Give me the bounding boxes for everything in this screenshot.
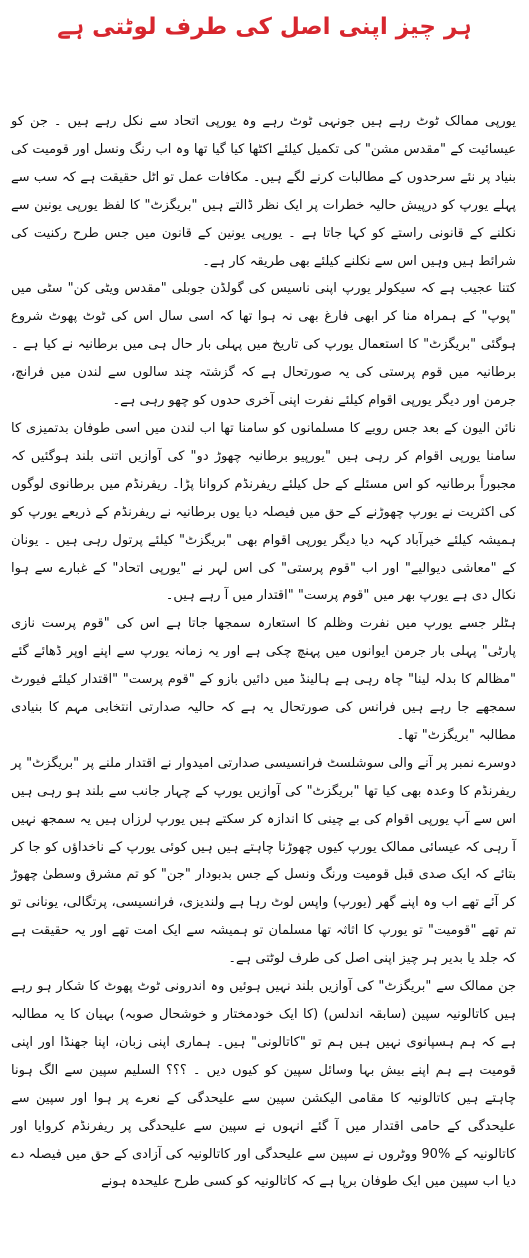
- paragraph-5: دوسرے نمبر پر آنے والی سوشلسٹ فرانسیسی صدارتی امیدوار نے اقتدار ملنے پر "بریگزٹ" پر ریفرنڈم کا وعدہ بھی کیا تھا "بریگزٹ" کی آوازیں یورپ کے چہار جانب سے بلند ہو رہی ہیں اس سے آپ یورپی اقوام کی بے چینی کا اندازہ کر سکتے ہیں یورپ لرزاں ہیں یہ سمجھ نہیں آ رہی کہ عیسائی ممالک یورپ کیوں چھوڑنا چاہتے ہیں ہیں کوئی یورپ کے ناخداؤں کو جا کر بتائے کہ ایک صدی قبل قومیت ورنگ ونسل کے جس بدبودار "جن" کو تم مشرق وسطیٰ چھوڑ کر آئے تھے اب وہ اپنے گھر (یورپ) واپس لوٹ رہا ہے ولندیزی، فرانسیسی، پرتگالی، یونانی تو تم تھے "قومیت" تو یورپ کا اثاثہ تھا مسلمان تو ہمیشہ سے ایک امت تھے اور یہ حقیقت ہے کہ جلد یا بدیر ہر چیز اپنی اصل کی طرف لوٹتی ہے۔: [11, 755, 516, 967]
- paragraph-3: نائن الیون کے بعد جس رویے کا مسلمانوں کو سامنا تھا اب لندن میں اسی طوفان بدتمیزی کا سامنا یورپی اقوام کر رہی ہیں "یورپیو برطانیہ چھوڑ دو" کی آوازیں اتنی بلند ہوگئیں کہ مجبوراً برطانیہ کو اس مسئلے کے حل کیلئے ریفرنڈم کروانا پڑا۔ ریفرنڈم میں برطانوی لوگوں کی اکثریت نے یورپ چھوڑنے کے حق میں فیصلہ دیا یوں برطانیہ نے ریفرنڈم کے ذریعے یورپ کو ہمیشہ کیلئے خیرآباد کہہ دیا دیگر یورپی اقوام بھی "بریگزٹ" کیلئے پرتول رہی ہیں ۔ یونان کے "معاشی دیوالیے" اور اب "قوم پرستی" کی اس لہر نے "یورپی اتحاد" کے غبارے سے ہوا نکال دی ہے یورپ بھر میں "قوم پرست" "اقتدار میں آ رہے ہیں۔: [11, 420, 516, 604]
- paragraph-2: کتنا عجیب ہے کہ سیکولر یورپ اپنی ناسیس کی گولڈن جوبلی "مقدس ویٹی کن" سٹی میں "پوپ" کے ہمراہ منا کر ابھی فارغ بھی نہ ہوا تھا کہ اسی سال اس کی ٹوٹ پھوٹ شروع ہوگئی "بریگزٹ" کا استعمال یورپ کی تاریخ میں پہلی بار حال ہی میں برطانیہ نے کیا ہے ۔ برطانیہ میں قوم پرستی کی یہ صورتحال ہے کہ گزشتہ چند سالوں سے لندن میں فرانچ، جرمن اور دیگر یورپی اقوام کیلئے نفرت اپنی آخری حدوں کو چھو رہی ہے۔: [11, 281, 516, 409]
- article-body: [0, 108, 529, 1258]
- paragraph-6: جن ممالک سے "بریگزٹ" کی آوازیں بلند نہیں ہوئیں وہ اندرونی ٹوٹ پھوٹ کا شکار ہو رہے ہیں کاتالونیہ سپین (سابقہ اندلس) (کا ایک خودمختار و خوشحال صوبہ) بہیان کا یہ مطالبہ ہے کہ ہم ہسپانوی نہیں ہیں ہم تو "کاتالونی" ہیں۔ ہماری اپنی زبان، اپنا جھنڈا اور اپنی قومیت ہے ہم اپنے بیش بہا وسائل سپین کو کیوں دیں ۔ ؟؟؟ السلیم سپین سے الگ ہونا چاہتے ہیں کاتالونیہ کا مقامی الیکشن سپین سے علیحدگی کے نعرے پر ہوا اور سپین سے علیحدگی کے حامی اقتدار میں آ گئے انہوں نے سپین سے علیحدگی پر ریفرنڈم کروایا اور کاتالونیہ کے %90 ووٹروں نے سپین سے علیحدگی اور کاتالونیہ کی آزادی کے حق میں فیصلہ دے دیا اب سپین میں ایک طوفان برپا ہے کہ کاتالونیہ کو کسی طرح علیحدہ ہونے: [11, 979, 516, 1190]
- paragraph-1: یورپی ممالک ٹوٹ رہے ہیں جونہی ٹوٹ رہے وہ یورپی اتحاد سے نکل رہے ہیں ۔ جن کو عیسائیت کے "مقدس مشن" کی تکمیل کیلئے اکٹھا کیا گیا تھا وہ اب رنگ ونسل اور قومیت کی بنیاد پر نئے سرحدوں کے مطالبات کرنے لگے ہیں۔ مکافات عمل تو اٹل حقیقت ہے کہ سب سے پہلے یورپ کو درپیش حالیہ خطرات پر ایک نظر ڈالتے ہیں "بریگزٹ" کا لفظ یورپی یونین سے نکلنے کے قانونی راستے کو کہا جاتا ہے ۔ یورپی یونین کے قانون میں جس طرح رکنیت کی شرائط ہیں وہیں اس سے نکلنے کیلئے بھی طریقہ کار ہے۔: [11, 114, 516, 269]
- paragraph-4: ہٹلر جسے یورپ میں نفرت وظلم کا استعارہ سمجھا جاتا ہے اس کی "قوم پرست نازی پارٹی" پہلی بار جرمن ایوانوں میں پہنچ چکی ہے اور یہ زمانہ یورپ سے اپنے اوپر ڈھائے گئے "مظالم کا بدلہ لینا" چاہ رہی ہے ہالینڈ میں دائیں بازو کے "قوم پرست" "اقتدار کیلئے فیورٹ سمجھے جا رہے ہیں فرانس کی صورتحال یہ ہے کہ حالیہ صدارتی انتخابی مہم کا بنیادی مطالبہ "بریگزٹ" تھا۔: [11, 616, 516, 743]
- article-title: ہر چیز اپنی اصل کی طرف لوٹتی ہے: [57, 14, 472, 40]
